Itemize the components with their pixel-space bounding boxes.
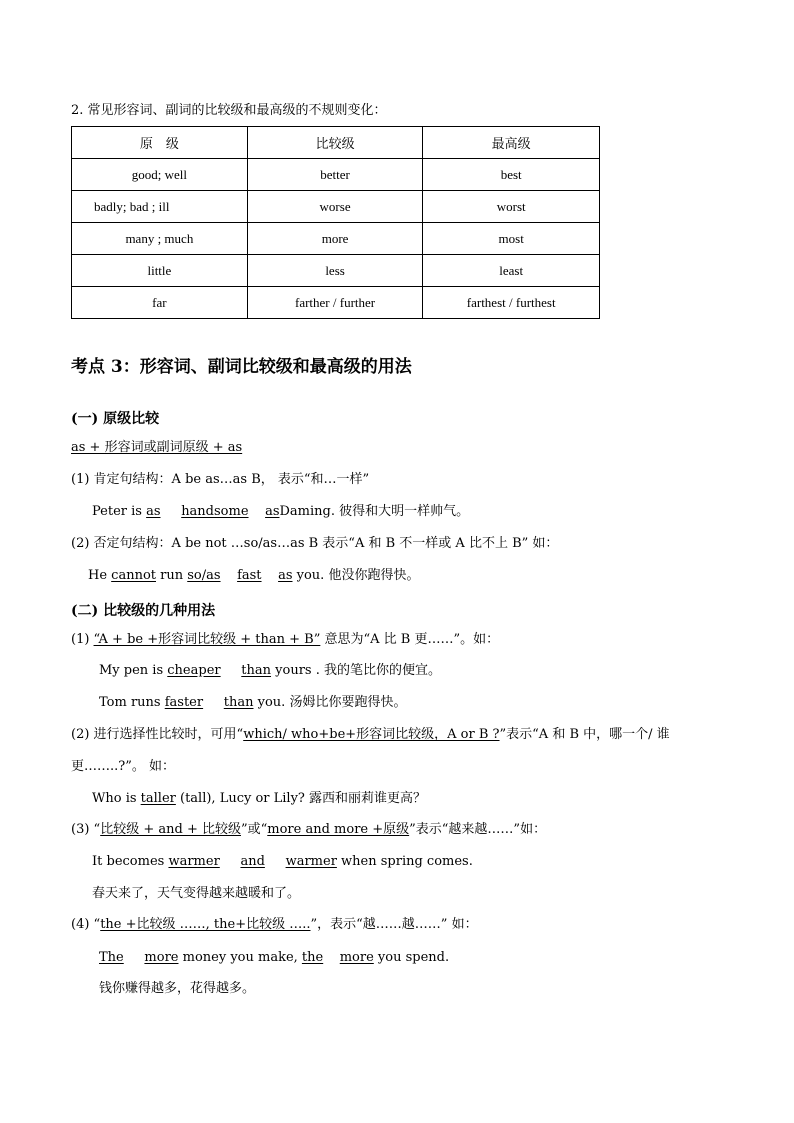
example-sentence: Peter is as handsome asDaming. 彼得和大明一样帅气。: [92, 504, 470, 519]
blank-answer: more: [144, 950, 179, 965]
irregular-forms-table: [71, 126, 600, 319]
translation: 钱你赚得越多，花得越多。: [99, 981, 256, 996]
cell-comparative: farther / further: [247, 287, 423, 319]
table-row: [72, 287, 600, 319]
cell-base: little: [72, 255, 248, 287]
cell-base: far: [72, 287, 248, 319]
cell-comparative: better: [247, 159, 423, 191]
cell-comparative: worse: [247, 191, 423, 223]
comparative-usage-3: (3) “比较级 + and + 比较级”或“more and more +原级”表示“越来越……”如：: [71, 822, 547, 837]
blank-answer: more: [339, 950, 374, 965]
example-sentence: Tom runs faster than you. 汤姆比你要跑得快。: [99, 695, 407, 710]
positive-structure-label: (1) 肯定句结构：A be as…as B， 表示“和…一样”: [71, 472, 370, 487]
blank-answer: so/as: [187, 568, 221, 583]
example-sentence: It becomes warmer and warmer when spring comes.: [92, 854, 473, 869]
header-comparative: 比较级: [247, 127, 423, 159]
blank-answer: as: [146, 504, 161, 519]
comparative-usage-2-cont: 更……..?”。 如：: [71, 759, 176, 774]
blank-answer: faster: [164, 695, 204, 710]
cell-base: badly; bad ; ill: [72, 191, 248, 223]
example-sentence: Who is taller (tall), Lucy or Lily? 露西和丽莉谁更高？: [92, 791, 427, 806]
blank-answer: The: [99, 950, 124, 965]
part1-heading: (一) 原级比较: [71, 411, 160, 427]
comparative-usage-4: (4) “the +比较级 ……, the+比较级 …..”，表示“越……越……” 如：: [71, 917, 478, 932]
cell-comparative: more: [247, 223, 423, 255]
blank-answer: the: [301, 950, 324, 965]
formula: 比较级 + and + 比较级: [100, 822, 241, 837]
section-title: 2. 常见形容词、副词的比较级和最高级的不规则变化：: [71, 103, 387, 118]
formula: which/ who+be+形容词比较级，A or B ?: [243, 727, 500, 742]
table-row: [72, 159, 600, 191]
blank-answer: warmer: [168, 854, 220, 869]
table-row: [72, 191, 600, 223]
example-sentence: My pen is cheaper than yours . 我的笔比你的便宜。: [99, 663, 441, 678]
translation: 春天来了，天气变得越来越暖和了。: [92, 886, 301, 901]
cell-superlative: most: [423, 223, 600, 255]
blank-answer: and: [240, 854, 265, 869]
cell-superlative: farthest / furthest: [423, 287, 600, 319]
header-superlative: 最高级: [423, 127, 600, 159]
cell-superlative: best: [423, 159, 600, 191]
blank-answer: warmer: [285, 854, 337, 869]
negative-structure-label: (2) 否定句结构：A be not …so/as…as B 表示“A 和 B 不一样或 A 比不上 B” 如：: [71, 536, 559, 551]
formula: the +比较级 ……, the+比较级 …..: [100, 917, 311, 932]
cell-comparative: less: [247, 255, 423, 287]
blank-answer: as: [265, 504, 280, 519]
part2-heading: (二) 比较级的几种用法: [71, 603, 216, 619]
blank-answer: handsome: [181, 504, 249, 519]
blank-answer: than: [223, 695, 254, 710]
cell-base: good; well: [72, 159, 248, 191]
table-row: [72, 223, 600, 255]
header-base-form: 原 级: [72, 127, 248, 159]
formula: “A + be +形容词比较级 + than + B”: [93, 632, 321, 647]
comparative-usage-2: (2) 进行选择性比较时，可用“which/ who+be+形容词比较级，A or B ?”表示“A 和 B 中，哪一个/ 谁: [71, 727, 670, 742]
blank-answer: than: [241, 663, 272, 678]
table-header-row: [72, 127, 600, 159]
example-sentence: He cannot run so/as fast as you. 他没你跑得快。: [88, 568, 420, 583]
blank-answer: as: [278, 568, 293, 583]
blank-answer: fast: [237, 568, 262, 583]
blank-answer: cheaper: [167, 663, 221, 678]
blank-answer: cannot: [111, 568, 156, 583]
cell-superlative: worst: [423, 191, 600, 223]
blank-answer: taller: [140, 791, 176, 806]
cell-base: many ; much: [72, 223, 248, 255]
as-as-formula: as + 形容词或副词原级 + as: [71, 440, 243, 455]
example-sentence: The more money you make, the more you spend.: [99, 950, 450, 965]
cell-superlative: least: [423, 255, 600, 287]
table-row: [72, 255, 600, 287]
formula: more and more +原级: [267, 822, 410, 837]
comparative-usage-1: (1) “A + be +形容词比较级 + than + B” 意思为“A 比 B 更……”。如：: [71, 632, 500, 647]
point3-heading: 考点 3：形容词、副词比较级和最高级的用法: [71, 357, 412, 377]
